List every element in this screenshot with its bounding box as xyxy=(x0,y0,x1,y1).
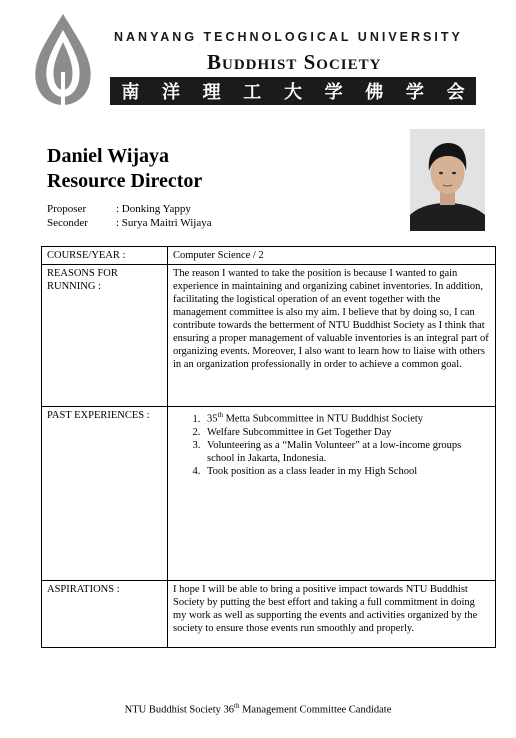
course-value: Computer Science / 2 xyxy=(168,247,496,265)
seconder-value: : Surya Maitri Wijaya xyxy=(116,217,212,229)
candidate-name: Daniel Wijaya xyxy=(47,145,170,167)
aspirations-row xyxy=(42,581,496,648)
page-footer xyxy=(0,702,516,716)
seconder-row xyxy=(47,216,212,230)
list-item: 4. Took position as a class leader in my High School xyxy=(203,465,490,478)
list-item: 2. Welfare Subcommittee in Get Together Day xyxy=(203,426,490,439)
list-item: 1. 35th Metta Subcommittee in NTU Buddhist Society xyxy=(203,409,490,426)
past-experiences-cell xyxy=(168,407,496,581)
portrait-icon xyxy=(410,129,485,231)
chinese-char: 佛 xyxy=(365,82,384,103)
course-label: COURSE/YEAR : xyxy=(42,247,168,265)
proposer-label: Proposer xyxy=(47,203,87,215)
chinese-char: 大 xyxy=(283,82,302,103)
footer-suffix: Management Committee Candidate xyxy=(239,704,392,716)
chinese-char: 洋 xyxy=(161,82,180,103)
seconder-label: Seconder xyxy=(47,217,88,229)
candidate-position: Resource Director xyxy=(47,170,203,192)
aspirations-text: I hope I will be able to bring a positive impact towards NTU Buddhist Society by putting the best effort and taking a full commitment in doing my work as well as supporting the events and activities organized by the society to ensure those events run smoothly and properly. xyxy=(168,581,496,648)
list-item: 3. Volunteering as a “Malin Volunteer” at a low-income groups school in Jakarta, Indonesia. xyxy=(203,439,490,465)
reasons-text: The reason I wanted to take the position is because I wanted to gain experience in maintaining and organizing cabinet inventories. In addition, facilitating the logistical operation of an event together with the management committee is also my aim. I believe that by doing so, I can contribute towards the betterment of NTU Buddhist Society as I think that ensuring a proper management of valuable inventories is an integral part of organizing events. Moreover, I also want to learn how to liaise with others in an organization professionally in order to achieve a common goal. xyxy=(168,265,496,407)
chinese-char: 工 xyxy=(243,82,262,103)
society-name: Buddhist Society xyxy=(207,50,382,74)
past-experiences-label: PAST EXPERIENCES : xyxy=(42,407,168,581)
course-row xyxy=(42,247,496,265)
university-name: NANYANG TECHNOLOGICAL UNIVERSITY xyxy=(114,30,463,44)
lotus-logo-icon xyxy=(30,12,96,107)
reasons-label: REASONS FOR RUNNING : xyxy=(42,265,168,407)
footer-sup: th xyxy=(234,702,240,710)
footer-prefix: NTU Buddhist Society 36 xyxy=(124,704,234,716)
reasons-row xyxy=(42,265,496,407)
proposer-row xyxy=(47,202,212,216)
candidate-info-table xyxy=(41,246,496,648)
aspirations-label: ASPIRATIONS : xyxy=(42,581,168,648)
chinese-char: 南 xyxy=(121,82,140,103)
past-experiences-list xyxy=(173,409,490,478)
chinese-char: 学 xyxy=(405,82,424,103)
chinese-char: 会 xyxy=(446,82,465,103)
proposer-value: : Donking Yappy xyxy=(116,203,191,215)
chinese-name-band xyxy=(110,77,476,105)
chinese-char: 学 xyxy=(324,82,343,103)
header-banner xyxy=(0,0,516,112)
proposer-block xyxy=(47,202,212,230)
candidate-photo xyxy=(410,129,485,231)
past-experiences-row xyxy=(42,407,496,581)
chinese-char: 理 xyxy=(202,82,221,103)
candidate-heading xyxy=(47,144,202,194)
